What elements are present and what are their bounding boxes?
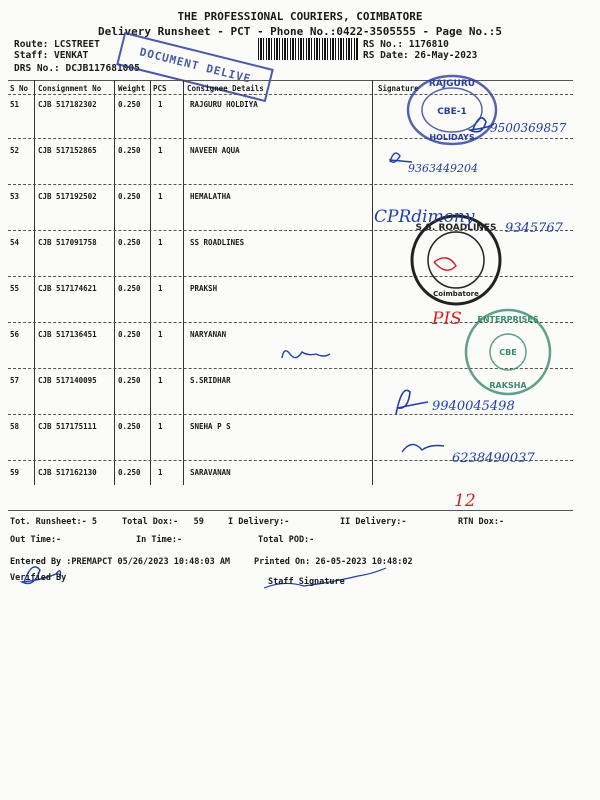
stamp-bottom-text: HOLIDAYS [429,133,475,142]
row-sno: 57 [10,376,20,385]
handwritten-name-53: CPRdimony [374,207,475,227]
col-consignment: Consignment No [38,84,102,93]
stamp-top-text: S.S. ROADLINES [415,223,497,233]
verified-by: Verified By [10,573,67,583]
row-pcs: 1 [158,468,163,477]
row-pcs: 1 [158,100,163,109]
table-bottom-border [8,510,573,511]
row-consignee: SARAVANAN [190,468,231,477]
handwritten-phone-51: 9500369857 [490,121,567,135]
row-sno: 51 [10,100,20,109]
col-consignee: Consignee Details [187,84,264,93]
signature-row56 [282,351,330,358]
handwritten-phone-53: 9345767 [505,221,563,236]
row-weight: 0.250 [118,284,141,293]
tot-runsheet: Tot. Runsheet:- 5 [10,517,97,527]
row-consignment-no: CJB 517152865 [38,146,97,155]
document-delivery-stamp: DOCUMENT DELIVE [116,32,274,102]
row-consignment-no: CJB 517192502 [38,192,97,201]
rs-number: RS No.: 1176810 [363,39,449,50]
row-sno: 56 [10,330,20,339]
row-sno: 54 [10,238,20,247]
row-weight: 0.250 [118,468,141,477]
row-consignment-no: CJB 517162130 [38,468,97,477]
row-sno: 52 [10,146,20,155]
stamp-center-text: CBE [499,348,517,357]
row-consignment-no: CJB 517091758 [38,238,97,247]
runsheet-subtitle: Delivery Runsheet - PCT - Phone No.:0422-3505555 - Page No.:5 [98,25,502,38]
row-consignment-no: CJB 517140095 [38,376,97,385]
row-weight: 0.250 [118,192,141,201]
row-consignment-no: CJB 517136451 [38,330,97,339]
row-weight: 0.250 [118,146,141,155]
company-title: THE PROFESSIONAL COURIERS, COIMBATORE [177,10,423,23]
row-pcs: 1 [158,376,163,385]
row-consignment-no: CJB 517175111 [38,422,97,431]
i-delivery: I Delivery:- [228,517,290,527]
row-pcs: 1 [158,192,163,201]
stamp-center-text: CBE-1 [437,107,467,117]
staff-label: Staff: VENKAT [14,50,89,61]
row-consignee: NAVEEN AQUA [190,146,240,155]
signature-row52 [390,153,412,162]
col-weight: Weight [118,84,146,93]
ii-delivery: II Delivery:- [340,517,407,527]
stamp-top-text: RAJGURU [428,79,476,89]
row-weight: 0.250 [118,422,141,431]
row-consignee: SNEHA P S [190,422,231,431]
row-sno: 58 [10,422,20,431]
stamp-bottom-text: Coimbatore [433,290,479,298]
in-time: In Time:- [136,535,183,545]
route-label: Route: LCSTREET [14,39,100,50]
printed-on: Printed On: 26-05-2023 10:48:02 [254,557,413,567]
row-pcs: 1 [158,284,163,293]
row-consignee: SS ROADLINES [190,238,245,247]
col-pcs: PCS [153,84,167,93]
row-consignee: S.SRIDHAR [190,376,231,385]
col-signature: Signature [378,84,419,93]
row-consignee: RAJGURU HOLDIYA [190,100,258,109]
staff-signature-label: Staff Signature [268,577,345,587]
rs-date: RS Date: 26-May-2023 [363,50,478,61]
row-consignment-no: CJB 517182302 [38,100,97,109]
row-weight: 0.250 [118,238,141,247]
row-weight: 0.250 [118,100,141,109]
handwritten-mark-55: PIS [432,309,462,329]
row-consignment-no: CJB 517174621 [38,284,97,293]
out-time: Out Time:- [10,535,62,545]
row-pcs: 1 [158,146,163,155]
stamp-bottom-text: RAKSHA [489,381,527,390]
row-pcs: 1 [158,238,163,247]
rtn-dox: RTN Dox:- [458,517,505,527]
signature-row54 [434,258,456,270]
signature-row57 [396,390,428,414]
row-sno: 53 [10,192,20,201]
row-pcs: 1 [158,330,163,339]
handwritten-phone-58: 6238490037 [452,451,535,466]
row-weight: 0.250 [118,330,141,339]
row-weight: 0.250 [118,376,141,385]
total-dox: Total Dox:- 59 [122,517,204,527]
row-pcs: 1 [158,422,163,431]
handwritten-phone-52: 9363449204 [408,162,478,175]
stamp-top-text: ENTERPRISES [477,315,539,324]
total-pod: Total POD:- [258,535,315,545]
entered-by: Entered By :PREMAPCT 05/26/2023 10:48:03 AM [10,557,231,567]
signature-row58 [402,444,444,452]
handwritten-phone-57: 9940045498 [432,399,515,414]
row-consignee: HEMALATHA [190,192,231,201]
row-consignee: NARYANAN [190,330,227,339]
row-sno: 55 [10,284,20,293]
handwritten-mark-59: 12 [454,491,476,511]
drs-number: DRS No.: DCJB117681005 [14,63,140,74]
row-consignee: PRAKSH [190,284,218,293]
row-sno: 59 [10,468,20,477]
col-sno: S No [10,84,29,93]
